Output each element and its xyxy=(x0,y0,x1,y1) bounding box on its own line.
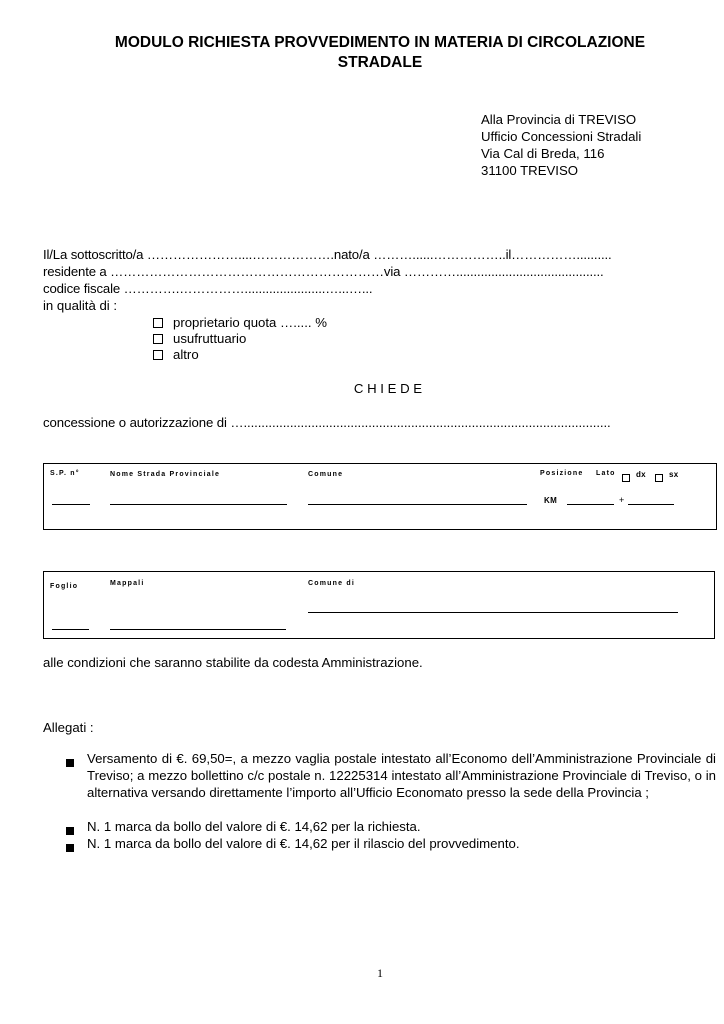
km-meters-field[interactable] xyxy=(628,504,674,505)
checkbox[interactable] xyxy=(153,350,163,360)
bullet-icon xyxy=(66,755,74,773)
plus-sign: + xyxy=(619,495,625,505)
option-owner[interactable] xyxy=(153,314,327,331)
comune-di-label: Comune di xyxy=(308,580,355,587)
option-label: proprietario quota …..... % xyxy=(173,315,327,330)
sp-number-field[interactable] xyxy=(52,504,90,505)
comune-label: Comune xyxy=(308,471,344,478)
foglio-field[interactable] xyxy=(52,629,89,630)
title-line-1: MODULO RICHIESTA PROVVEDIMENTO IN MATERIA DI CIRCOLAZIONE xyxy=(114,34,646,51)
road-name-field[interactable] xyxy=(110,504,287,505)
tax-code-line[interactable]: codice fiscale ………….…………….......................…...…... xyxy=(43,281,373,296)
recipient-line: Ufficio Concessioni Stradali xyxy=(481,129,642,144)
title-line-2: STRADALE xyxy=(337,54,423,71)
dx-label: dx xyxy=(636,470,646,479)
attachments-heading: Allegati : xyxy=(43,720,94,735)
recipient-line: 31100 TREVISO xyxy=(481,163,579,178)
bullet-icon xyxy=(66,823,74,841)
applicant-name-line[interactable]: Il/La sottoscritto/a …………………....……………….nato/a ………......……………..il…………….......... xyxy=(43,247,612,262)
km-field[interactable] xyxy=(567,504,614,505)
bullet-icon xyxy=(66,840,74,858)
recipient-line: Via Cal di Breda, 116 xyxy=(481,146,605,161)
road-details-box xyxy=(43,463,717,530)
comune-field[interactable] xyxy=(308,504,527,505)
page-number: 1 xyxy=(377,966,383,980)
sp-number-label: S.P. n° xyxy=(50,470,80,477)
option-label: altro xyxy=(173,347,199,362)
option-other[interactable] xyxy=(153,346,199,363)
attachment-item: Versamento di €. 69,50=, a mezzo vaglia postale intestato all’Economo dell’Amministrazione Provinciale di Treviso; a mezzo bollettino c/c postale n. 12225314 intestato all’Amministrazione Provinciale di Treviso, o in alternativa versando direttamente l’importo all’Ufficio Economato presso la sede della Provincia ; xyxy=(87,751,716,800)
conditions-text: alle condizioni che saranno stabilite da codesta Amministrazione. xyxy=(43,655,423,670)
attachment-item: N. 1 marca da bollo del valore di €. 14,62 per il rilascio del provvedimento. xyxy=(87,836,520,851)
sx-label: sx xyxy=(669,470,679,479)
option-usufructuary[interactable] xyxy=(153,330,246,347)
cadastral-box xyxy=(43,571,715,639)
attachment-item: N. 1 marca da bollo del valore di €. 14,62 per la richiesta. xyxy=(87,819,421,834)
request-heading: C H I E D E xyxy=(353,381,423,396)
checkbox-dx[interactable] xyxy=(622,469,630,487)
residence-line[interactable]: residente a ………………………………………………………via ………….......................................... xyxy=(43,264,604,279)
checkbox-sx[interactable] xyxy=(655,469,663,487)
recipient-line: Alla Provincia di TREVISO xyxy=(481,112,637,127)
checkbox[interactable] xyxy=(153,318,163,328)
side-label: Lato xyxy=(596,470,616,477)
quality-label: in qualità di : xyxy=(43,298,118,313)
concession-line[interactable]: concessione o autorizzazione di …....................................................................................................... xyxy=(43,415,611,430)
position-label: Posizione xyxy=(540,470,584,477)
mappali-label: Mappali xyxy=(110,580,145,587)
foglio-label: Foglio xyxy=(50,583,79,590)
comune-di-field[interactable] xyxy=(308,612,678,613)
checkbox[interactable] xyxy=(153,334,163,344)
km-label: KM xyxy=(544,496,558,505)
road-name-label: Nome Strada Provinciale xyxy=(110,471,221,478)
option-label: usufruttuario xyxy=(173,331,247,346)
mappali-field[interactable] xyxy=(110,629,286,630)
